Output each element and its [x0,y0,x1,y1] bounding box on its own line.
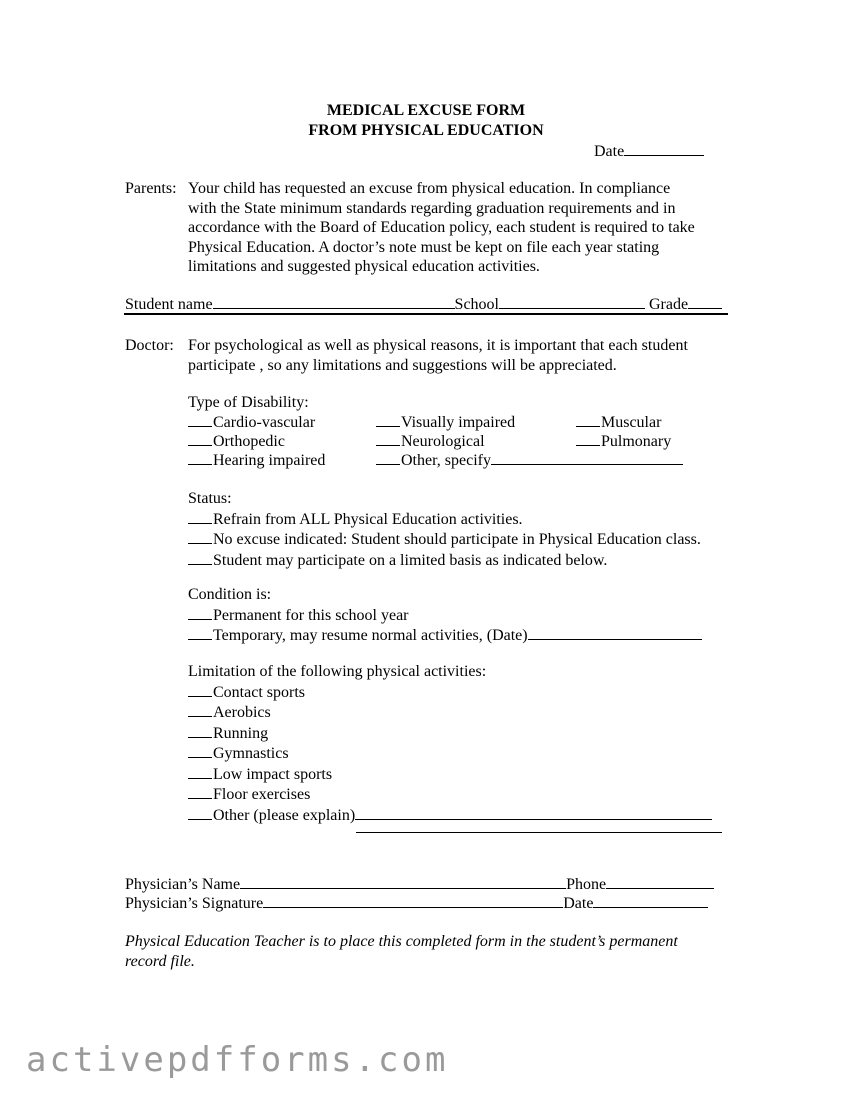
checkbox-blank[interactable] [188,625,212,640]
limitation-heading: Limitation of the following physical activities: [188,663,487,680]
doctor-line: For psychological as well as physical reasons, it is important that each student [188,337,688,354]
limitation-option[interactable] [188,743,712,764]
option-label: Cardio-vascular [213,414,316,431]
student-name-label: Student name [125,296,213,313]
physician-date-field[interactable] [593,893,708,908]
condition-heading: Condition is: [188,586,272,603]
disability-section [188,393,748,473]
option-label: Orthopedic [213,433,285,450]
option-label: Pulmonary [601,433,672,450]
status-heading: Status: [188,490,232,507]
limitation-section [188,662,712,825]
option-label: Floor exercises [213,786,311,803]
option-label: Refrain from ALL Physical Education activities. [213,510,523,528]
disability-option[interactable] [576,431,671,452]
disability-option[interactable] [188,450,325,471]
disability-option[interactable] [188,431,285,452]
disability-heading: Type of Disability: [188,394,309,411]
disability-option[interactable] [576,412,661,433]
status-section [188,489,701,570]
condition-option[interactable] [188,625,702,646]
checkbox-blank[interactable] [376,450,400,465]
date-row [594,141,704,162]
option-label: Other (please explain) [213,806,356,824]
option-label: Low impact sports [213,765,333,783]
checkbox-blank[interactable] [188,682,212,697]
physician-signature-row [125,893,708,914]
physician-name-label: Physician’s Name [125,876,241,893]
parents-line: limitations and suggested physical education activities. [188,258,540,275]
grade-label: Grade [649,296,689,313]
option-label: Aerobics [213,704,271,721]
checkbox-blank[interactable] [188,509,212,524]
option-label: Contact sports [213,683,305,701]
grade-field[interactable] [688,294,722,309]
parents-paragraph [188,179,695,277]
option-label: Temporary, may resume normal activities, (Date) [213,627,528,644]
option-label: No excuse indicated: Student should participate in Physical Education class. [213,531,701,548]
form-subtitle: FROM PHYSICAL EDUCATION [308,122,544,139]
limitation-option[interactable] [188,702,712,723]
footer-note-line: record file. [125,952,195,970]
physician-name-row [125,874,714,895]
doctor-line: participate , so any limitations and suggestions will be appreciated. [188,356,617,374]
option-label: Other, specify [401,452,491,469]
section-divider [124,313,728,315]
checkbox-blank[interactable] [376,412,400,427]
checkbox-blank[interactable] [576,412,600,427]
limitation-option[interactable] [188,723,712,744]
checkbox-blank[interactable] [188,784,212,799]
parents-line: with the State minimum standards regarding graduation requirements and in [188,199,676,217]
doctor-paragraph [188,336,688,375]
checkbox-blank[interactable] [188,431,212,446]
footer-note-line: Physical Education Teacher is to place this completed form in the student’s permanent [125,933,678,950]
watermark: activepdfforms.com [26,1040,449,1080]
checkbox-blank[interactable] [188,605,212,620]
condition-option[interactable] [188,605,702,626]
school-label: School [454,296,499,313]
checkbox-blank[interactable] [188,529,212,544]
option-label: Running [213,724,269,742]
checkbox-blank[interactable] [188,702,212,717]
limitation-option[interactable] [188,784,712,805]
parents-label: Parents: [125,180,177,197]
disability-option[interactable] [376,412,515,433]
doctor-label: Doctor: [125,337,174,354]
footer-note [125,932,678,971]
checkbox-blank[interactable] [188,450,212,465]
condition-section [188,585,702,646]
physician-date-label: Date [563,895,594,912]
option-label: Visually impaired [401,414,516,431]
option-label: Hearing impaired [213,452,326,469]
phone-field[interactable] [606,874,714,889]
other-specify-field[interactable] [491,450,683,465]
disability-option[interactable] [376,431,485,452]
limitation-option[interactable] [188,764,712,785]
disability-option[interactable] [188,412,315,433]
parents-line: Your child has requested an excuse from physical education. In compliance [188,180,671,197]
option-label: Muscular [601,414,662,431]
checkbox-blank[interactable] [188,412,212,427]
status-option[interactable] [188,550,701,571]
school-field[interactable] [499,294,645,309]
status-option[interactable] [188,529,701,550]
checkbox-blank[interactable] [188,805,212,820]
checkbox-blank[interactable] [188,743,212,758]
option-label: Student may participate on a limited basis as indicated below. [213,551,608,569]
parents-line: accordance with the Board of Education policy, each student is required to take [188,219,695,236]
status-option[interactable] [188,509,701,530]
physician-signature-label: Physician’s Signature [125,895,264,912]
phone-label: Phone [566,876,607,893]
physician-name-field[interactable] [240,874,566,889]
checkbox-blank[interactable] [188,550,212,565]
parents-line: Physical Education. A doctor’s note must be kept on file each year stating [188,238,660,256]
option-label: Permanent for this school year [213,606,409,624]
form-title: MEDICAL EXCUSE FORM [326,102,526,119]
limitation-option[interactable] [188,682,712,703]
resume-date-field[interactable] [528,625,702,640]
date-label: Date [594,143,625,160]
option-label: Gymnastics [213,745,289,762]
checkbox-blank[interactable] [576,431,600,446]
checkbox-blank[interactable] [188,764,212,779]
option-label: Neurological [401,433,485,450]
physician-signature-field[interactable] [263,893,563,908]
date-field[interactable] [624,141,704,156]
student-row [125,294,722,315]
other-explain-field-line2[interactable] [356,818,722,833]
disability-option[interactable] [376,450,683,471]
checkbox-blank[interactable] [188,723,212,738]
student-name-field[interactable] [213,294,455,309]
checkbox-blank[interactable] [376,431,400,446]
